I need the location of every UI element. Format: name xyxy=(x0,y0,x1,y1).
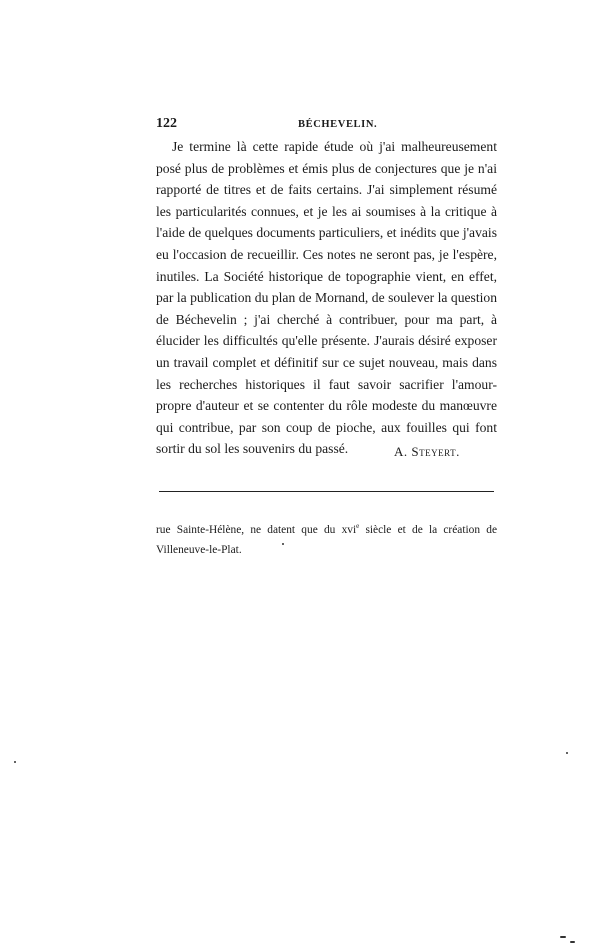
scan-speck xyxy=(566,752,568,754)
footnote-century-sup: e xyxy=(356,522,360,530)
author-signature xyxy=(394,444,460,460)
footnote xyxy=(156,516,497,560)
footnote-divider xyxy=(159,491,494,492)
author-name: Steyert. xyxy=(411,444,460,459)
scan-speck xyxy=(14,761,16,763)
author-initial: A. xyxy=(394,444,408,459)
scan-speck xyxy=(560,936,566,938)
footnote-century: xvi xyxy=(341,523,357,536)
footnote-text-before: rue Sainte-Hélène, ne datent que du xyxy=(156,523,342,536)
scan-speck xyxy=(282,543,284,545)
running-head: BÉCHEVELIN. xyxy=(298,119,378,130)
main-paragraph: Je termine là cette rapide étude où j'ai malheureusement posé plus de problèmes et émis plus de conjectures que je n'ai rapporté de titres et de faits certains. J'ai simplement résumé les particularités connues, et je les ai soumises à la critique à l'aide de quelques documents particuliers, et inédits que j'avais eu l'occasion de recueillir. Ces notes ne seront pas, je l'espère, inutiles. La Société historique de topographie vient, en effet, par la publication du plan de Mornand, de soulever la question de Béchevelin ; j'ai cherché à contribuer, pour ma part, à élucider les difficultés qu'elle présente. J'aurais désiré exposer un travail complet et définitif sur ce sujet nouveau, mais dans les recherches historiques il faut savoir sacrifier l'amour-propre d'auteur et se contenter du rôle modeste du manœuvre qui contribue, par son coup de pioche, aux fouilles qui font sortir du sol les souvenirs du passé. xyxy=(156,139,497,457)
page-number: 122 xyxy=(156,116,177,131)
scan-speck xyxy=(570,941,575,943)
footnote-text-after: siècle et de la création de Villeneuve-le-Plat. xyxy=(156,523,498,556)
page-header xyxy=(156,116,500,136)
